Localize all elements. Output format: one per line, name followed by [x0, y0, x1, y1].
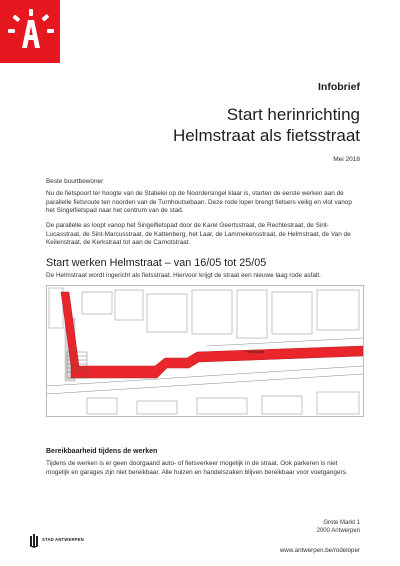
intro-paragraph-1: Nu de fietspoort ter hoogte van de Statielei op de Noordersingel klaar is, starten de eerste werken aan de parallelle fietsroute ten noorden van de Turnhoutsebaan. Deze rode loper brengt fietsers veilig en vlot vanop het Singelfietspad naar het centrum van de stad. [46, 190, 352, 215]
access-text: Tijdens de werken is er geen doorgaand auto- of fietsverkeer mogelijk in de straat. Ook parkeren is niet mogelijk en garages zijn niet bereikbaar. Alle huizen en handelszaken blijven bereikbaar voor voetgangers. [46, 460, 348, 476]
address-line-1: Grote Markt 1 [323, 520, 360, 526]
a-logo-icon [0, 0, 60, 63]
campaign-url[interactable]: www.antwerpen.be/rodeloper [279, 547, 360, 554]
address-line-2: 2000 Antwerpen [316, 527, 360, 534]
greeting: Beste buurtbewoner [46, 178, 104, 185]
publication-date: Mei 2018 [333, 156, 360, 163]
site-plan-map [46, 285, 364, 417]
city-name: STAD ANTWERPEN [42, 537, 84, 542]
title-line-2: Helmstraat als fietsstraat [172, 126, 360, 145]
title-line-1: Start herinrichting [226, 105, 360, 124]
works-text: De Helmstraat wordt ingericht als fietsstraat. Hiervoor krijgt de straat een nieuwe laag rode asfalt. [46, 272, 321, 279]
access-heading: Bereikbaarheid tijdens de werken [46, 448, 158, 455]
city-logo-a [0, 0, 60, 63]
page-title [173, 104, 360, 146]
document-type: Infobrief [318, 81, 360, 93]
footer-address [317, 520, 360, 535]
map-street-label: Helmstraat [247, 350, 264, 354]
helmstraat-route [61, 292, 363, 378]
works-heading: Start werken Helmstraat – van 16/05 tot 25/05 [46, 257, 267, 269]
site-plan-drawing [47, 286, 363, 416]
intro-paragraph-2: De parallelle as loopt vanop het Singelfietspad door de Karel Geertsstraat, de Rechtestraat, de Sint-Lucasstraat, de Sint-Marcusstraat, de Kattenberg, het Laar, de Lammekensstraat, de Helmstraat, de Van de Keilenstraat, de Kerkstraat tot aan de Carnotstraat. [46, 222, 351, 247]
